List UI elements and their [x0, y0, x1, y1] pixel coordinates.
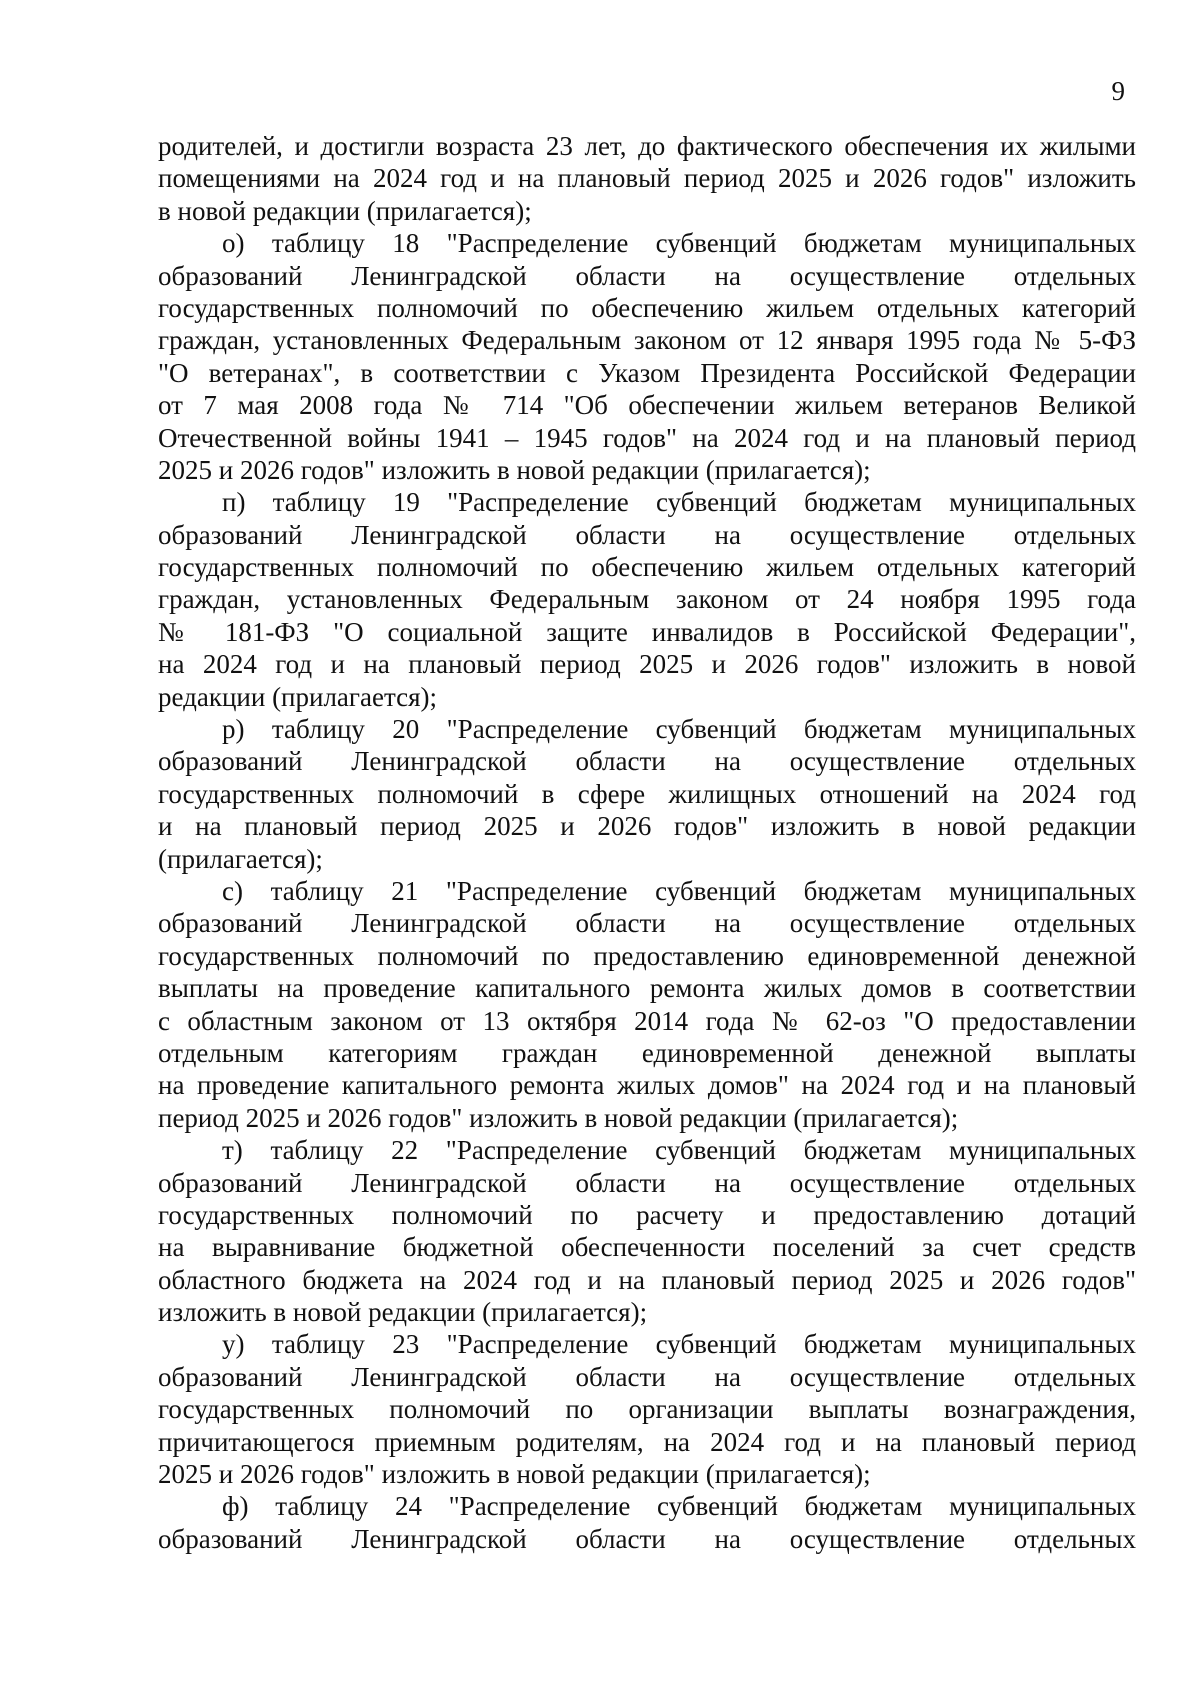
text-line: государственных полномочий в сфере жилищных отношений на 2024 год	[158, 778, 1136, 809]
text-line: 2025 и 2026 годов" изложить в новой редакции (прилагается);	[158, 454, 871, 485]
text-line: родителей, и достигли возраста 23 лет, до фактического обеспечения их жилыми	[158, 131, 1136, 161]
text-line: у) таблицу 23 "Распределение субвенций бюджетам муниципальных	[222, 1329, 1136, 1360]
paragraph-item-s	[158, 875, 1136, 1134]
text-line: выплаты на проведение капитального ремонта жилых домов в соответствии	[158, 973, 1136, 1004]
text-line: ф) таблицу 24 "Распределение субвенций бюджетам муниципальных	[222, 1491, 1136, 1522]
text-line: о) таблицу 18 "Распределение субвенций бюджетам муниципальных	[222, 228, 1136, 259]
text-line: образований Ленинградской области на осуществление отдельных	[158, 908, 1136, 939]
text-line: период 2025 и 2026 годов" изложить в новой редакции (прилагается);	[158, 1102, 959, 1133]
text-line: на выравнивание бюджетной обеспеченности поселений за счет средств	[158, 1232, 1136, 1263]
text-line: образований Ленинградской области на осуществление отдельных	[158, 260, 1136, 291]
paragraph-item-r	[158, 713, 1136, 875]
text-line: (прилагается);	[158, 843, 323, 874]
text-line: образований Ленинградской области на осуществление отдельных	[158, 1167, 1136, 1198]
text-line: образований Ленинградской области на осуществление отдельных	[158, 1523, 1136, 1554]
text-line: редакции (прилагается);	[158, 681, 437, 712]
text-line: государственных полномочий по организации выплаты вознаграждения,	[158, 1394, 1136, 1425]
text-line: "О ветеранах", в соответствии с Указом Президента Российской Федерации	[158, 357, 1136, 388]
paragraph-continuation	[158, 130, 1136, 227]
text-line: от 7 мая 2008 года № 714 "Об обеспечении жильем ветеранов Великой	[158, 390, 1136, 421]
text-line: образований Ленинградской области на осуществление отдельных	[158, 746, 1136, 777]
text-line: граждан, установленных Федеральным законом от 24 ноября 1995 года	[158, 584, 1136, 615]
text-line: образований Ленинградской области на осуществление отдельных	[158, 519, 1136, 550]
text-line: областного бюджета на 2024 год и на плановый период 2025 и 2026 годов"	[158, 1264, 1136, 1295]
text-line: т) таблицу 22 "Распределение субвенций бюджетам муниципальных	[222, 1135, 1136, 1166]
text-line: причитающегося приемным родителям, на 2024 год и на плановый период	[158, 1426, 1136, 1457]
text-line: изложить в новой редакции (прилагается);	[158, 1297, 648, 1328]
text-line: на проведение капитального ремонта жилых домов" на 2024 год и на плановый	[158, 1070, 1136, 1101]
text-line: Отечественной войны 1941 – 1945 годов" на 2024 год и на плановый период	[158, 422, 1136, 453]
text-line: в новой редакции (прилагается);	[158, 195, 532, 226]
text-line: с) таблицу 21 "Распределение субвенций бюджетам муниципальных	[222, 875, 1136, 906]
text-line: образований Ленинградской области на осуществление отдельных	[158, 1361, 1136, 1392]
paragraph-item-p	[158, 486, 1136, 713]
page-number: 9	[1111, 76, 1125, 106]
text-line: п) таблицу 19 "Распределение субвенций бюджетам муниципальных	[222, 487, 1136, 518]
text-line: государственных полномочий по обеспечению жильем отдельных категорий	[158, 552, 1136, 583]
text-line: государственных полномочий по обеспечению жильем отдельных категорий	[158, 292, 1136, 323]
text-line: на 2024 год и на плановый период 2025 и 2026 годов" изложить в новой	[158, 649, 1136, 680]
text-line: государственных полномочий по предоставлению единовременной денежной	[158, 940, 1136, 971]
text-line: с областным законом от 13 октября 2014 года № 62-оз "О предоставлении	[158, 1005, 1136, 1036]
paragraph-item-t	[158, 1134, 1136, 1328]
paragraph-item-f	[158, 1490, 1136, 1555]
paragraph-item-o	[158, 227, 1136, 486]
text-line: государственных полномочий по расчету и предоставлению дотаций	[158, 1199, 1136, 1230]
text-line: и на плановый период 2025 и 2026 годов" изложить в новой редакции	[158, 811, 1136, 842]
document-body	[158, 130, 1136, 1555]
paragraph-item-u	[158, 1328, 1136, 1490]
text-line: 2025 и 2026 годов" изложить в новой редакции (прилагается);	[158, 1459, 871, 1490]
text-line: помещениями на 2024 год и на плановый период 2025 и 2026 годов" изложить	[158, 163, 1136, 194]
text-line: р) таблицу 20 "Распределение субвенций бюджетам муниципальных	[222, 714, 1136, 745]
text-line: граждан, установленных Федеральным законом от 12 января 1995 года № 5-ФЗ	[158, 325, 1136, 356]
text-line: № 181-ФЗ "О социальной защите инвалидов в Российской Федерации",	[158, 616, 1136, 647]
text-line: отдельным категориям граждан единовременной денежной выплаты	[158, 1037, 1136, 1068]
